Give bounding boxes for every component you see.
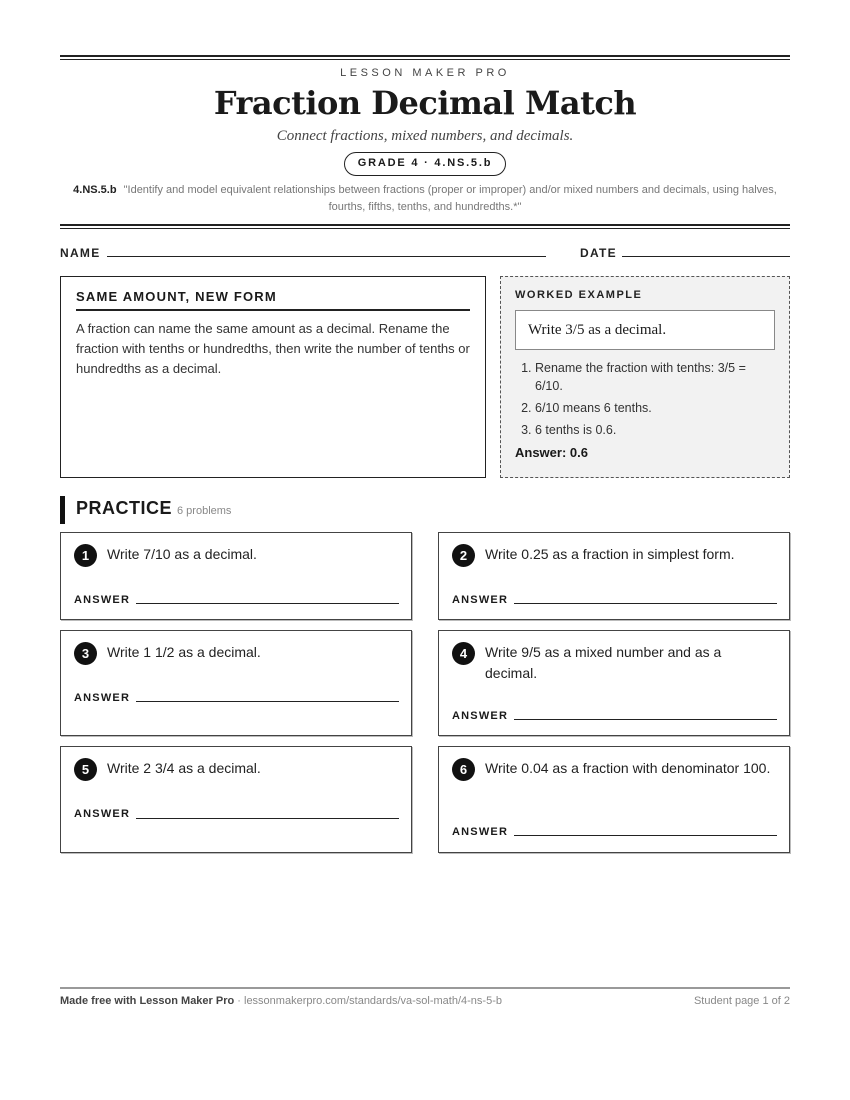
footer-rule [60,987,790,989]
answer-field[interactable] [514,719,777,720]
problem-card [60,630,412,736]
answer-label: ANSWER [74,808,131,820]
answer-field[interactable] [514,603,777,604]
concept-body: A fraction can name the same amount as a decimal. Rename the fraction with tenths or hundredths, then write the number of tenths or hundredths as a decimal. [76,321,470,376]
grade-badge: GRADE 4 · 4.NS.5.b [344,152,506,176]
problem-number: 2 [452,544,475,567]
worked-example-answer: Answer: 0.6 [515,445,588,460]
answer-field[interactable] [514,835,777,836]
page-subtitle: Connect fractions, mixed numbers, and decimals. [276,128,574,144]
standard-description [70,182,780,216]
name-label: NAME [60,246,101,260]
worked-example-heading: WORKED EXAMPLE [515,289,643,301]
problem-question: Write 2 3/4 as a decimal. [107,760,261,776]
worksheet-page [60,0,790,1100]
answer-label: ANSWER [452,594,509,606]
answer-label: ANSWER [74,594,131,606]
footer-url[interactable]: · lessonmakerpro.com/standards/va-sol-math/4-ns-5-b [234,995,502,1007]
problem-number: 4 [452,642,475,665]
page-title: Fraction Decimal Match [213,84,637,122]
worked-example-step: 3. 6 tenths is 0.6. [535,421,775,439]
standard-code: 4.NS.5.b [73,184,117,196]
practice-count: 6 problems [177,505,232,517]
problem-card [438,746,790,853]
problem-question: Write 0.25 as a fraction in simplest form. [485,546,735,562]
brand-name: LESSON MAKER PRO [340,67,510,79]
problem-card [438,532,790,620]
problem-question: Write 7/10 as a decimal. [107,546,257,562]
problem-question: Write 9/5 as a mixed number and as a decimal. [485,644,722,681]
name-field[interactable] [107,256,546,257]
worked-example-steps [515,359,775,439]
answer-field[interactable] [136,603,399,604]
problem-number: 1 [74,544,97,567]
footer-made-with: Made free with Lesson Maker Pro [60,995,235,1007]
concept-box [60,276,486,478]
answer-label: ANSWER [74,692,131,704]
answer-label: ANSWER [452,710,509,722]
problem-number: 5 [74,758,97,781]
header-top-rule [60,55,790,57]
worked-example-step: 2. 6/10 means 6 tenths. [535,399,775,417]
answer-field[interactable] [136,701,399,702]
practice-accent-bar [60,496,65,524]
date-field[interactable] [622,256,790,257]
footer-credit [60,995,502,1007]
practice-heading: PRACTICE [76,498,173,518]
problem-question: Write 1 1/2 as a decimal. [107,644,261,660]
problem-card [60,746,412,853]
header-bottom-rule [60,224,790,226]
worked-example-box [500,276,790,478]
problem-card [438,630,790,736]
worked-example-problem: Write 3/5 as a decimal. [515,310,775,350]
problem-number: 6 [452,758,475,781]
problem-number: 3 [74,642,97,665]
answer-field[interactable] [136,818,399,819]
answer-label: ANSWER [452,826,509,838]
standard-text: "Identify and model equivalent relationships between fractions (proper or improper) and/or mixed numbers and decimals, using halves, fourths, fifths, tenths, and hundredths.*" [123,184,777,213]
worked-example-step: 1. Rename the fraction with tenths: 3/5 = 6/10. [535,359,775,395]
problem-card [60,532,412,620]
footer-page-number: Student page 1 of 2 [693,995,790,1007]
date-label: DATE [580,246,617,260]
problem-question: Write 0.04 as a fraction with denominator 100. [485,760,771,776]
concept-heading: SAME AMOUNT, NEW FORM [76,289,470,311]
